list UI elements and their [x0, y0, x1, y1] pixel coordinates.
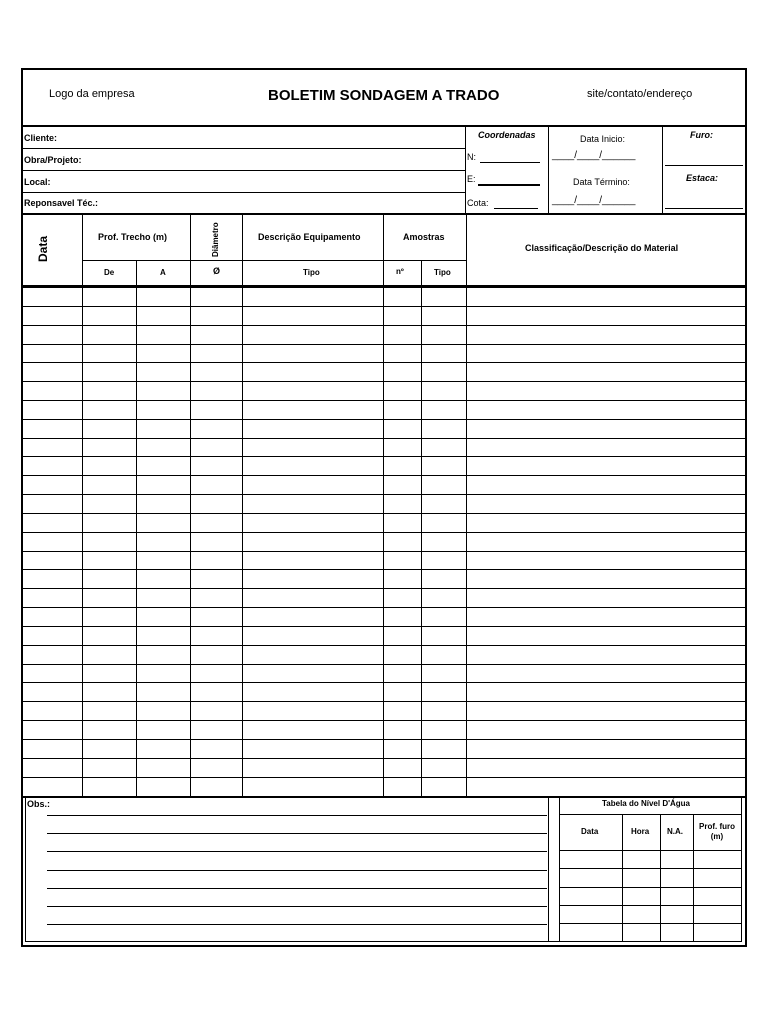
company-logo-placeholder: Logo da empresa [49, 88, 135, 100]
coord-n-field[interactable] [480, 162, 540, 163]
nivel-prof-furo-header: Prof. furo (m) [699, 822, 735, 841]
nivel-data-header: Data [581, 827, 599, 836]
header-divider [21, 125, 747, 127]
col-amostras-header: Amostras [403, 232, 445, 242]
company-contact-placeholder: site/contato/endereço [587, 88, 693, 100]
col-classificacao-header: Classificação/Descrição do Material [525, 243, 679, 253]
nivel-hora-header: Hora [631, 827, 650, 836]
cota-field[interactable] [494, 208, 538, 209]
col-amostra-num-header: nº [396, 267, 404, 276]
col-amostra-tipo-header: Tipo [434, 268, 451, 277]
estaca-label: Estaca: [686, 173, 719, 183]
obs-label: Obs.: [27, 799, 51, 809]
col-data-header: Data [36, 235, 50, 262]
data-inicio-label: Data Inicio: [580, 134, 626, 144]
col-descricao-equip-header: Descrição Equipamento [258, 232, 361, 242]
data-inicio-field[interactable]: ____/____/______ [552, 150, 636, 161]
page-title: BOLETIM SONDAGEM A TRADO [268, 87, 500, 104]
coordenadas-label: Coordenadas [478, 130, 536, 140]
furo-field[interactable] [665, 165, 743, 166]
local-label: Local: [24, 177, 51, 187]
data-termino-label: Data Término: [573, 177, 630, 187]
col-tipo-header: Tipo [303, 268, 320, 277]
obra-label: Obra/Projeto: [24, 155, 82, 165]
responsavel-label: Reponsavel Téc.: [24, 198, 99, 208]
nivel-agua-title: Tabela do Nível D'Água [602, 799, 690, 808]
col-a-header: A [160, 268, 166, 277]
furo-label: Furo: [690, 130, 713, 140]
coord-e-field[interactable] [478, 184, 540, 186]
col-de-header: De [104, 268, 115, 277]
coord-e-label: E: [467, 174, 476, 184]
cliente-label: Cliente: [24, 133, 58, 143]
cota-label: Cota: [467, 198, 489, 208]
estaca-field[interactable] [665, 208, 743, 209]
nivel-na-header: N.A. [667, 827, 683, 836]
data-termino-field[interactable]: ____/____/______ [552, 195, 636, 206]
coord-n-label: N: [467, 152, 476, 162]
col-diametro-header: Diâmetro [211, 222, 220, 257]
col-prof-trecho-header: Prof. Trecho (m) [98, 232, 168, 242]
col-diametro-symbol: Ø [213, 266, 221, 276]
